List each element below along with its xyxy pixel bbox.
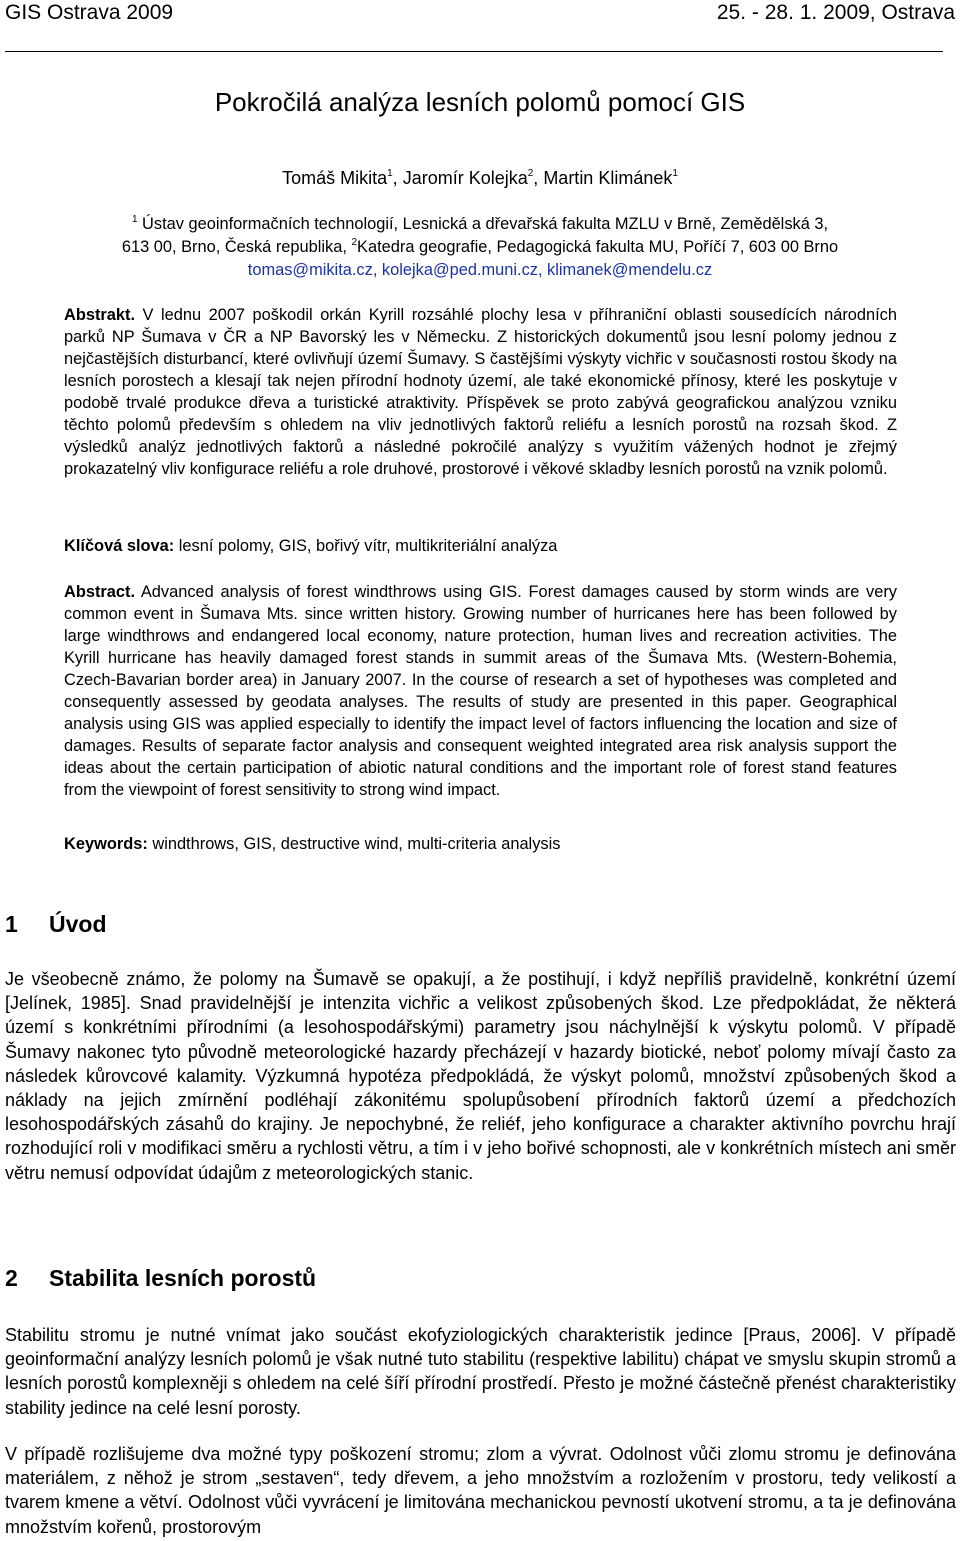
affiliations [0, 213, 960, 259]
author-name: Tomáš Mikita [282, 168, 388, 188]
paper-title: Pokročilá analýza lesních polomů pomocí GIS [214, 87, 746, 117]
author-separator: , [392, 168, 403, 188]
section-2-paragraph-2: V případě rozlišujeme dva možné typy poškození stromu; zlom a vývrat. Odolnost vůči zlomu stromu je definována materiálem, z něhož je strom „sestaven“, tedy dřevem, a jeho množstvím a rozložením v prostoru, tedy velikostí a tvarem kmene a větví. Odolnost vůči vyvrácení je limitována mechanickou pevností ukotvení stromu, a ta je definována množstvím kořenů, prostorovým [5, 1444, 956, 1537]
affil-sup: 1 [131, 213, 138, 225]
keywords-en [64, 833, 897, 855]
abstract-en-label: Abstract. [64, 583, 136, 601]
abstract-cz-text: V lednu 2007 poškodil orkán Kyrill rozsáhlé plochy lesa v příhraniční oblasti sousedících národních parků NP Šumava v ČR a NP Bavorský les v Německu. Z historických dokumentů jsou lesní polomy jednou z nejčastějších disturbancí, které ovlivňují území Šumavy. S častějšími výskyty vichřic v současnosti rostou škody na lesních porostech a klesají tak nejen přírodní hodnoty území, ale také ekonomické přínosy, které les poskytuje v podobě trvalé produkce dřeva a turistické atraktivity. Příspěvek se proto zabývá geografickou analýzou vzniku těchto polomů především s ohledem na vliv jednotlivých faktorů reliéfu a lesních porostů na rozsah škod. Z výsledků analýz jednotlivých faktorů a následné pokročilé analýzy s využitím vážených hodnot je zřejmý prokazatelný vliv konfigurace reliéfu a role druhové, prostorové i věkové skladby lesních porostů na vznik polomů. [64, 306, 897, 478]
section-1-heading [5, 909, 107, 939]
author-emails[interactable]: tomas@mikita.cz, kolejka@ped.muni.cz, klimanek@mendelu.cz [247, 261, 713, 279]
abstract-en [64, 581, 897, 801]
author-list [0, 166, 960, 190]
keywords-en-label: Keywords: [64, 835, 148, 853]
section-title: Stabilita lesních porostů [49, 1265, 317, 1291]
affiliation-line-2 [0, 236, 960, 259]
author-name: Jaromír Kolejka [402, 168, 528, 188]
section-2-heading [5, 1263, 316, 1293]
affil-sup: 2 [351, 236, 358, 248]
running-header [5, 0, 955, 26]
affil-text: Katedra geografie, Pedagogická fakulta MU, Poříčí 7, 603 00 Brno [357, 238, 839, 256]
section-2-paragraph-1: Stabilitu stromu je nutné vnímat jako součást ekofyziologických charakteristik jedince [Praus, 2006]. V případě geoinformační analýzy lesních polomů je však nutné tuto stabilitu (respektive labilitu) chápat ve smyslu skupin stromů a lesních porostů komplexněji s ohledem na celé šíří přírodní prostředí. Přesto je možné částečně přenést charakteristiky stability jedince na celé lesní porosty. [5, 1325, 956, 1418]
author-affil-sup: 1 [672, 168, 678, 179]
abstract-cz [64, 304, 897, 480]
affil-text: 613 00, Brno, Česká republika, [121, 238, 352, 256]
author-separator: , [533, 168, 544, 188]
keywords-cz [64, 535, 897, 557]
keywords-en-text: windthrows, GIS, destructive wind, multi-criteria analysis [147, 835, 561, 853]
section-1-paragraph: Je všeobecně známo, že polomy na Šumavě se opakují, a že postihují, i když nepříliš pravidelně, konkrétní území [Jelínek, 1985]. Snad pravidelnější je intenzita vichřic a velikost způsobených škod. Lze předpokládat, že některá území s konkrétními přírodními (a lesohospodářskými) parametry jsou náchylnější k výskytu polomů. V případě Šumavy nakonec tyto původně meteorologické hazardy přecházejí v hazardy biotické, neboť polomy mívají často za následek kůrovcové kalamity. Výzkumná hypotéza předpokládá, že výskyt polomů, množství způsobených škod a náklady na jejich zmírnění podléhají zákonitému spolupůsobení přírodních faktorů území a předchozích lesohospodářských zásahů do krajiny. Je nepochybné, že reliéf, jeho konfigurace a charakter aktivního povrchu hrají rozhodující roli v modifikaci směru a rychlosti větru, a tím i v jeho bořivé schopnosti, ale v konkrétních místech ani směr větru nemusí odpovídat údajům z meteorologických stanic. [5, 969, 956, 1183]
affil-text: Ústav geoinformačních technologií, Lesnická a dřevařská fakulta MZLU v Brně, Zemědělská 3, [137, 215, 829, 233]
header-conference: GIS Ostrava 2009 [5, 1, 174, 24]
keywords-cz-label: Klíčová slova: [64, 537, 175, 555]
section-number: 2 [5, 1265, 18, 1291]
header-date-place: 25. - 28. 1. 2009, Ostrava [716, 1, 955, 24]
author-affil-sup: 2 [527, 168, 534, 179]
affiliation-line-1 [0, 213, 960, 236]
author-affil-sup: 1 [387, 168, 393, 179]
section-title: Úvod [49, 911, 107, 937]
abstract-en-text: Advanced analysis of forest windthrows using GIS. Forest damages caused by storm winds are very common event in Šumava Mts. since written history. Growing number of hurricanes here has been followed by large windthrows and endangered local economy, nature protection, human lives and recreation activities. The Kyrill hurricane has heavily damaged forest stands in summit areas of the Šumava Mts. (Western-Bohemia, Czech-Bavarian border area) in January 2007. In the course of research a set of hypotheses was completed and consequently assessed by geodata analyses. The results of study are presented in this paper. Geographical analysis using GIS was applied especially to identify the impact level of factors influencing the location and size of damages. Results of separate factor analysis and consequent weighted integrated area risk analysis support the ideas about the certain participation of abiotic natural conditions and the important role of forest stand features from the viewpoint of forest sensitivity to strong wind impact. [64, 583, 897, 799]
abstract-cz-label: Abstrakt. [64, 306, 136, 324]
keywords-cz-text: lesní polomy, GIS, bořivý vítr, multikriteriální analýza [174, 537, 558, 555]
author-name: Martin Klimánek [543, 168, 673, 188]
section-number: 1 [5, 911, 18, 937]
header-rule [5, 51, 943, 52]
